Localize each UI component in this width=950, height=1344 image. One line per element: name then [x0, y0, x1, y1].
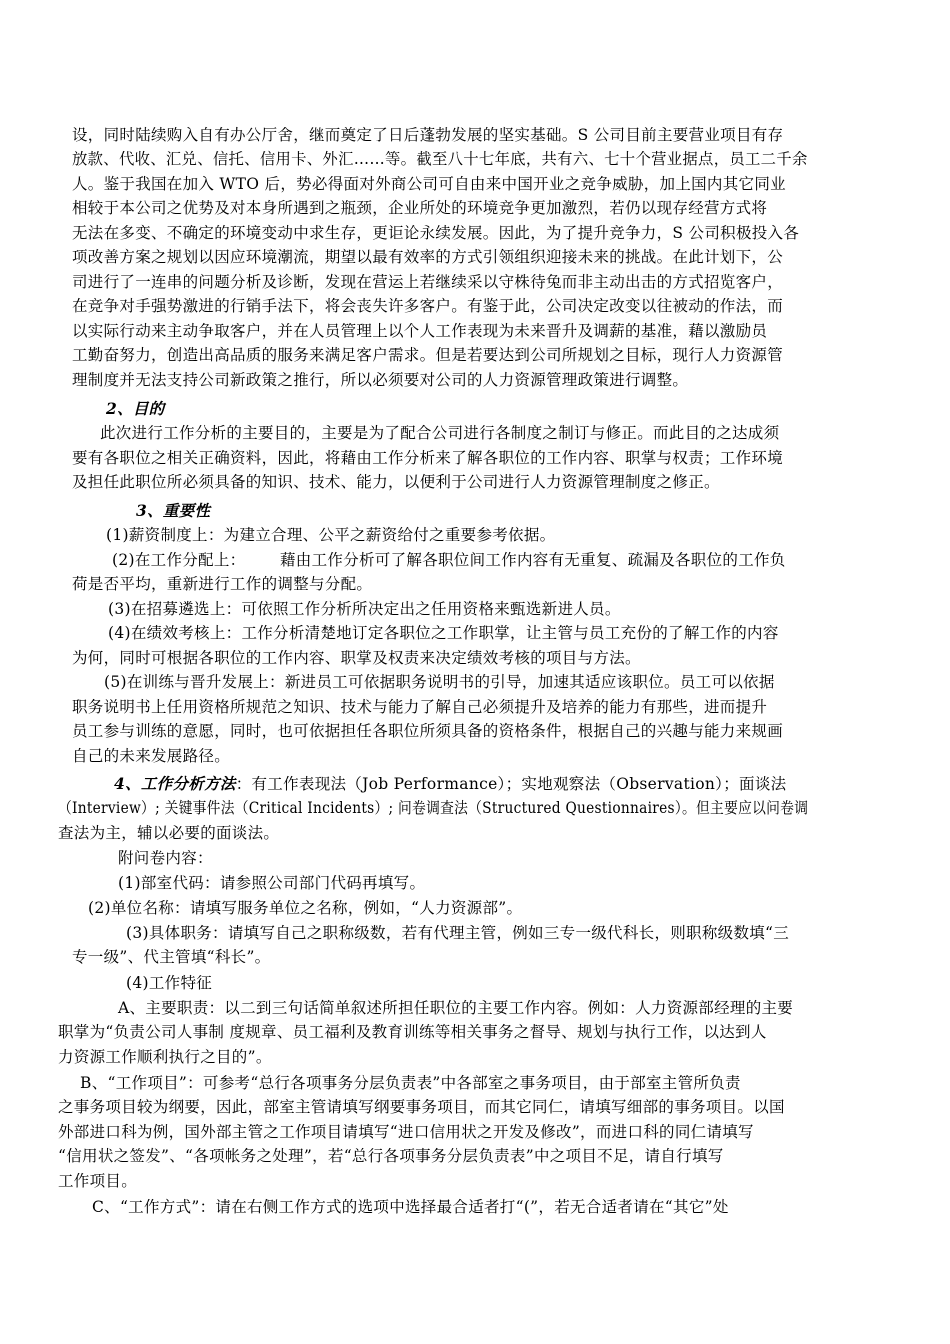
text-line: 之事务项目较为纲要，因此，部室主管请填写纲要事务项目，而其它同仁，请填写细部的事务项目。以国 — [58, 1098, 785, 1116]
text-line: (3)具体职务：请填写自己之职称级数，若有代理主管，例如三专一级代科长，则职称级数填“三 — [126, 924, 790, 942]
section-heading-methods: 4、工作分析方法 — [114, 774, 236, 793]
text-line: 要有各职位之相关正确资料，因此，将藉由工作分析来了解各职位的工作内容、职掌与权责；工作环境 — [72, 449, 784, 467]
text-line: 以实际行动来主动争取客户，并在人员管理上以个人工作表现为未来晋升及调薪的基准，藉以激励员 — [72, 322, 768, 340]
text-line: (2)在工作分配上： — [112, 551, 246, 569]
text-line: (1)部室代码：请参照公司部门代码再填写。 — [118, 874, 426, 892]
text-line: 职务说明书上任用资格所规范之知识、技术与能力了解自己必须提升及培养的能力有那些，进而提升 — [72, 698, 768, 716]
text-line: 荷是否平均，重新进行工作的调整与分配。 — [72, 575, 373, 593]
text-line: 司进行了一连串的问题分析及诊断，发现在营运上若继续采以守株待兔而非主动出击的方式招览客户， — [72, 273, 784, 291]
method-line — [114, 773, 786, 795]
text-line: 相较于本公司之优势及对本身所遇到之瓶颈，企业所处的环境竞争更加激烈，若仍以现存经营方式将 — [72, 199, 768, 217]
text-line: 藉由工作分析可了解各职位间工作内容有无重复、疏漏及各职位的工作负 — [280, 551, 786, 569]
text-line: 此次进行工作分析的主要目的，主要是为了配合公司进行各制度之制订与修正。而此目的之达成须 — [100, 424, 780, 442]
text-line: 自己的未来发展路径。 — [72, 747, 231, 765]
text-line: 查法为主，辅以必要的面谈法。 — [58, 824, 280, 842]
questionnaire-title: 附问卷内容： — [118, 849, 213, 867]
section-heading-importance: 3、重要性 — [136, 501, 211, 520]
text-line: (5)在训练与晋升发展上：新进员工可依据职务说明书的引导，加速其适应该职位。员工可以依据 — [104, 673, 775, 691]
text-line: 放款、代收、汇兑、信托、信用卡、外汇……等。截至八十七年底，共有六、七十个营业据点，员工二千余 — [72, 150, 808, 168]
text-line: （Interview）; 关键事件法（Critical Incidents）; 问卷调查法（Structured Questionnaires）。但主要应以问卷调 — [58, 799, 809, 817]
section-heading-purpose: 2、目的 — [106, 399, 165, 418]
text-line: (4)在绩效考核上：工作分析清楚地订定各职位之工作职掌，让主管与员工充份的了解工作的内容 — [108, 624, 779, 642]
text-line: 项改善方案之规划以因应环境潮流，期望以最有效率的方式引领组织迎接未来的挑战。在此计划下，公 — [72, 248, 784, 266]
text-line: 为何，同时可根据各职位的工作内容、职掌及权责来决定绩效考核的项目与方法。 — [72, 649, 641, 667]
text-line: A、主要职责：以二到三句话简单叙述所担任职位的主要工作内容。例如：人力资源部经理的主要 — [118, 999, 794, 1017]
text-line: 工勤奋努力，创造出高品质的服务来满足客户需求。但是若要达到公司所规划之目标，现行人力资源管 — [72, 346, 784, 364]
text-line: C、“工作方式”：请在右侧工作方式的选项中选择最合适者打“(”，若无合适者请在“其它”处 — [92, 1198, 729, 1216]
text-line: 设，同时陆续购入自有办公厅舍，继而奠定了日后蓬勃发展的坚实基础。S 公司目前主要营业项目有存 — [72, 126, 784, 144]
text-line: 理制度并无法支持公司新政策之推行，所以必须要对公司的人力资源管理政策进行调整。 — [72, 371, 689, 389]
text-line: 专一级”、代主管填“科长”。 — [72, 948, 271, 966]
text-line: 工作项目。 — [58, 1172, 138, 1190]
text-line: “信用状之签发”、“各项帐务之处理”，若“总行各项事务分层负责表”中之项目不足，请自行填写 — [58, 1147, 724, 1165]
text-line: (3)在招募遴选上：可依照工作分析所决定出之任用资格来甄选新进人员。 — [108, 600, 621, 618]
text-line: 在竞争对手强势激进的行销手法下，将会丧失许多客户。有鉴于此，公司决定改变以往被动的作法，而 — [72, 297, 784, 315]
text-line: (1)薪资制度上：为建立合理、公平之薪资给付之重要参考依据。 — [106, 526, 556, 544]
text-line: 职掌为“负责公司人事制 度规章、员工福利及教育训练等相关事务之督导、规划与执行工作，以达到人 — [58, 1023, 767, 1041]
text-line: 无法在多变、不确定的环境变动中求生存，更讵论永续发展。因此，为了提升竞争力，S 公司积极投入各 — [72, 224, 800, 242]
text-line: 员工参与训练的意愿，同时，也可依据担任各职位所须具备的资格条件，根据自己的兴趣与能力来规画 — [72, 722, 784, 740]
text-line: B、“工作项目”：可参考“总行各项事务分层负责表”中各部室之事务项目，由于部室主管所负责 — [80, 1074, 741, 1092]
text-line: 及担任此职位所必须具备的知识、技术、能力，以便利于公司进行人力资源管理制度之修正。 — [72, 473, 720, 491]
text-line: 力资源工作顺利执行之目的”。 — [58, 1048, 272, 1066]
text-line: 人。鉴于我国在加入 WTO 后，势必得面对外商公司可自由来中国开业之竞争威胁，加上国内其它同业 — [72, 175, 786, 193]
method-list: ：有工作表现法（Job Performance）；实地观察法（Observation）；面谈法 — [235, 775, 787, 793]
text-line: (4)工作特征 — [126, 974, 213, 992]
text-line: 外部进口科为例，国外部主管之工作项目请填写“进口信用状之开发及修改”，而进口科的同仁请填写 — [58, 1123, 754, 1141]
text-line: (2)单位名称：请填写服务单位之名称，例如，“人力资源部”。 — [88, 899, 523, 917]
